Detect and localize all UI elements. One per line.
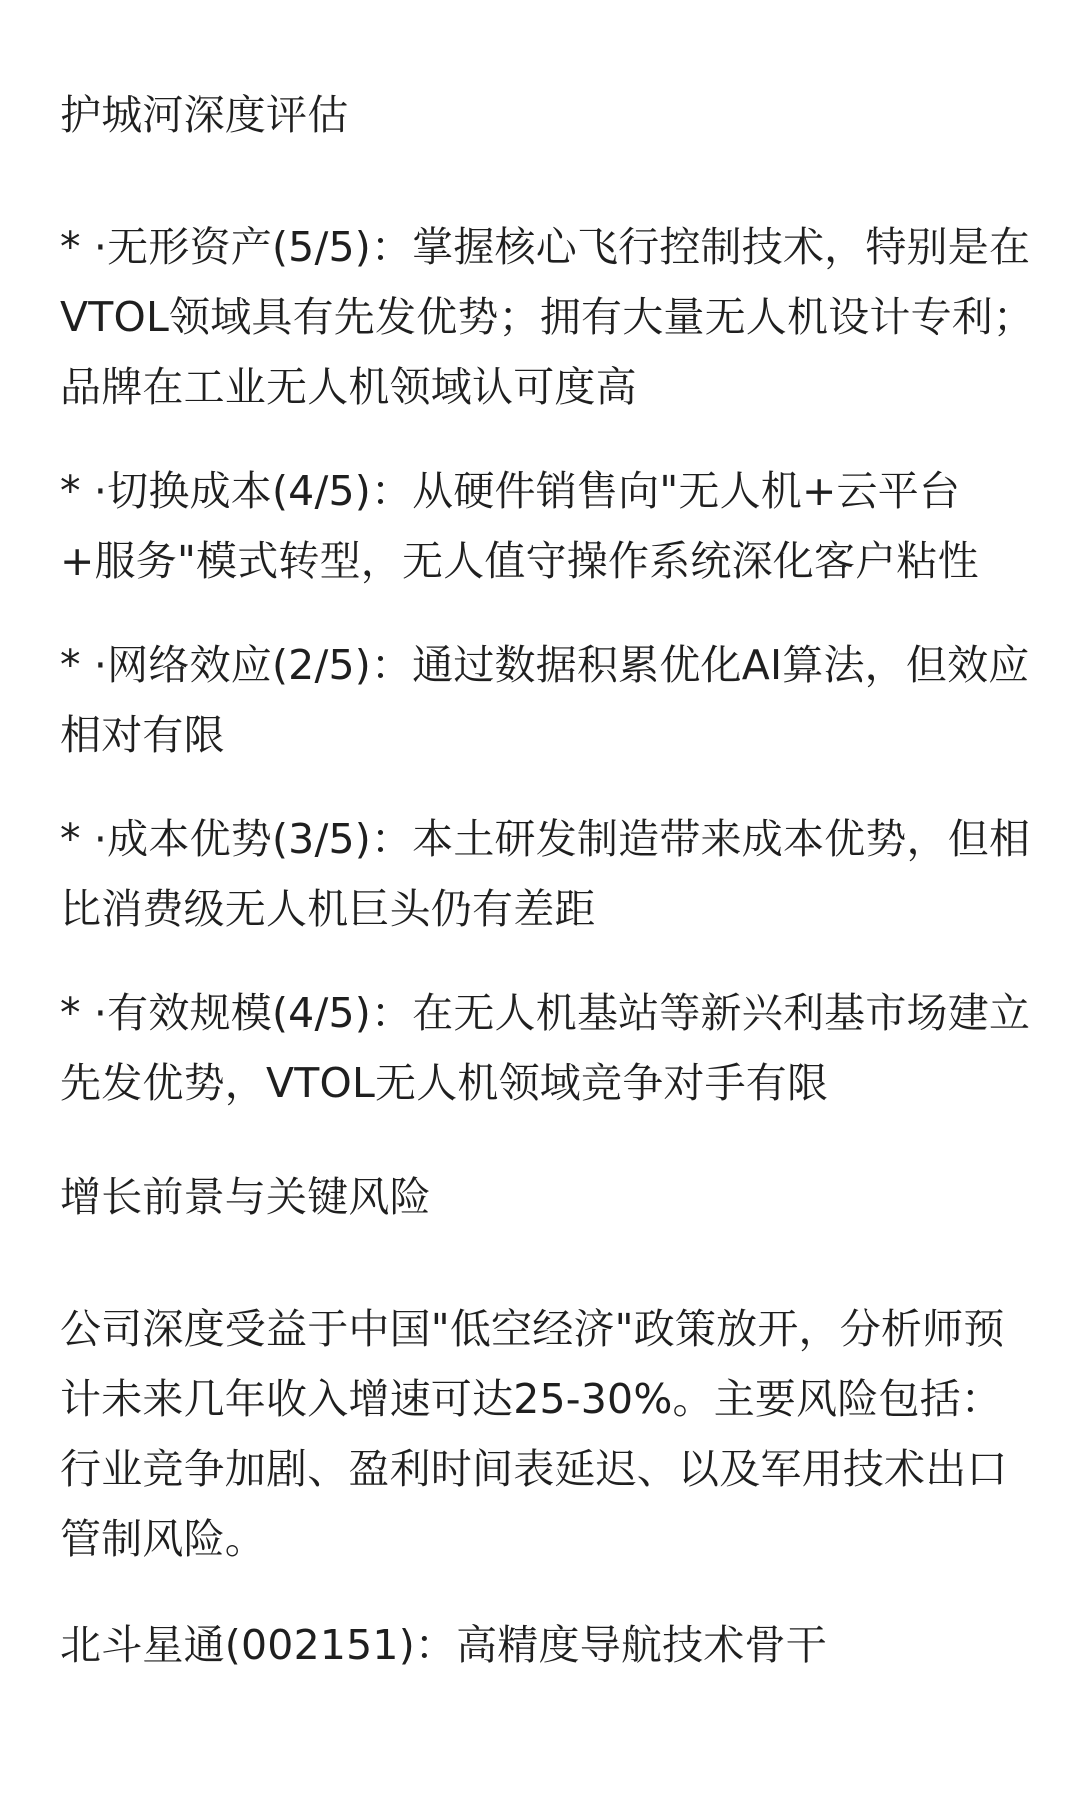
bullet-text: * ·切换成本(4/5)：从硬件销售向"无人机+云平台+服务"模式转型，无人值守操作系统深化客户粘性 [60,467,979,585]
growth-risk-paragraph: 公司深度受益于中国"低空经济"政策放开，分析师预计未来几年收入增速可达25-30%。主要风险包括：行业竞争加剧、盈利时间表延迟、以及军用技术出口管制风险。 [60,1305,1008,1563]
section-heading-moat: 护城河深度评估 [60,91,349,139]
bullet-item [60,212,1035,422]
article-content [60,80,1035,1680]
bullet-item [60,456,1035,596]
bullet-item [60,804,1035,944]
bullet-text: * ·有效规模(4/5)：在无人机基站等新兴利基市场建立先发优势，VTOL无人机领域竞争对手有限 [60,989,1031,1107]
bullet-text: * ·无形资产(5/5)：掌握核心飞行控制技术，特别是在VTOL领域具有先发优势；拥有大量无人机设计专利；品牌在工业无人机领域认可度高 [60,223,1035,411]
company-heading-beidou: 北斗星通(002151)：高精度导航技术骨干 [60,1621,827,1669]
bullet-item [60,630,1035,770]
bullet-item [60,978,1035,1118]
bullet-text: * ·网络效应(2/5)：通过数据积累优化AI算法，但效应相对有限 [60,641,1030,759]
section-heading-growth-risk: 增长前景与关键风险 [60,1173,431,1221]
bullet-text: * ·成本优势(3/5)：本土研发制造带来成本优势，但相比消费级无人机巨头仍有差距 [60,815,1031,933]
moat-bullet-list [60,212,1035,1118]
